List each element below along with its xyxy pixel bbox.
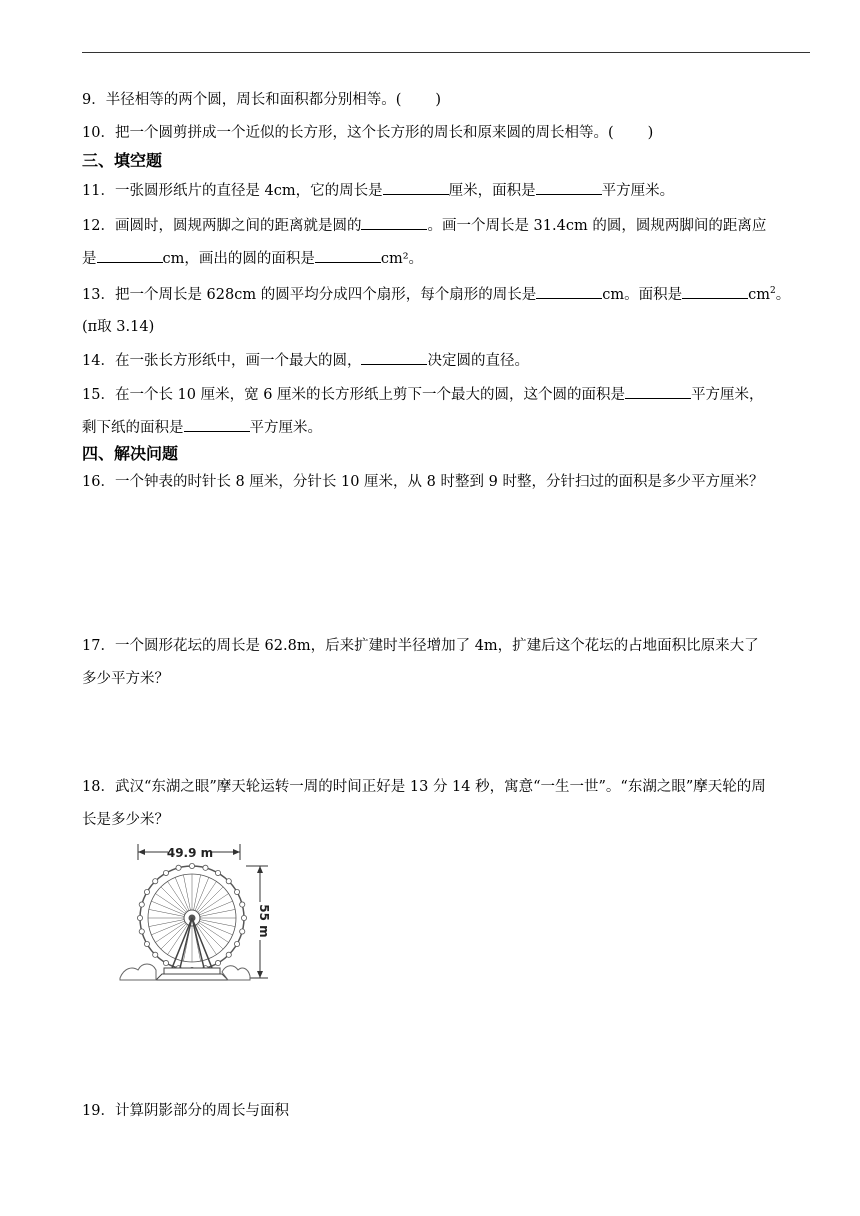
question-9: 9．半径相等的两个圆，周长和面积都分别相等。( ) <box>82 92 442 108</box>
wheel-cabin <box>144 941 149 946</box>
answer-blank[interactable] <box>625 384 691 399</box>
wheel-cabin <box>240 929 245 934</box>
wheel-spoke <box>194 875 201 910</box>
answer-blank[interactable] <box>536 284 602 299</box>
question-16: 16．一个钟表的时针长 8 厘米，分针长 10 厘米，从 8 时整到 9 时整，分针扫过的面积是多少平方厘米？ <box>82 474 764 490</box>
wheel-spoke <box>199 901 232 915</box>
wheel-cabin <box>139 902 144 907</box>
question-14: 14．在一张长方形纸中，画一个最大的圆， 决定圆的直径。 <box>82 350 529 371</box>
question-17-line-2: 多少平方米？ <box>82 671 169 687</box>
wheel-cabin <box>226 952 231 957</box>
section-heading-fill-blank: 三、填空题 <box>82 151 163 170</box>
wheel-spoke <box>195 877 209 910</box>
ferris-wheel-figure <box>110 840 290 985</box>
wheel-spoke <box>175 877 189 910</box>
section-heading-problems: 四、解决问题 <box>82 444 179 463</box>
wheel-cabin <box>215 870 220 875</box>
wheel-cabin <box>203 865 208 870</box>
answer-blank[interactable] <box>361 215 427 230</box>
question-18-line-2: 长是多少米？ <box>82 812 169 828</box>
wheel-spoke <box>200 920 235 927</box>
wheel-cabin <box>234 941 239 946</box>
question-17-line-1: 17．一个圆形花坛的周长是 62.8m，后来扩建时半径增加了 4m，扩建后这个花坛的占地面积比原来大了 <box>82 638 759 654</box>
wheel-cabin <box>241 915 246 920</box>
question-19: 19．计算阴影部分的周长与面积 <box>82 1103 289 1119</box>
answer-blank[interactable] <box>536 180 602 195</box>
wheel-cabin <box>176 865 181 870</box>
wheel-cabin <box>189 863 194 868</box>
wheel-cabin <box>226 879 231 884</box>
question-11: 11．一张圆形纸片的直径是 4cm，它的周长是 厘米，面积是 平方厘米。 <box>82 180 674 201</box>
wheel-cabin <box>163 870 168 875</box>
header-rule <box>82 52 810 53</box>
question-18-line-1: 18．武汉“东湖之眼”摩天轮运转一周的时间正好是 13 分 14 秒，寓意“一生一世”。“东湖之眼”摩天轮的周 <box>82 779 766 795</box>
wheel-cabin <box>163 960 168 965</box>
answer-blank[interactable] <box>383 180 449 195</box>
wheel-spoke <box>149 920 184 927</box>
question-12-line-2: 是 cm，画出的圆的面积是 cm²。 <box>82 248 423 269</box>
wheel-cabin <box>240 902 245 907</box>
wheel-spoke <box>199 921 232 935</box>
wheel-cabin <box>144 889 149 894</box>
height-label: 55 m <box>257 904 271 938</box>
answer-blank[interactable] <box>682 284 748 299</box>
wheel-cabin <box>139 929 144 934</box>
wheel-spoke <box>200 909 235 916</box>
question-10: 10．把一个圆剪拼成一个近似的长方形，这个长方形的周长和原来圆的周长相等。( ) <box>82 125 654 141</box>
answer-blank[interactable] <box>315 248 381 263</box>
question-13-line-1: 13．把一个周长是 628cm 的圆平均分成四个扇形，每个扇形的周长是 cm。面积是 $cm^2$。 <box>82 284 790 305</box>
wheel-spoke <box>183 875 190 910</box>
wheel-cabin <box>153 879 158 884</box>
wheel-cabin <box>215 960 220 965</box>
width-label: 49.9 m <box>166 846 214 860</box>
wheel-spoke <box>149 909 184 916</box>
question-12-line-1: 12．画圆时，圆规两脚之间的距离就是圆的 。画一个周长是 31.4cm 的圆，圆规两脚间的距离应 <box>82 215 766 236</box>
wheel-spoke <box>151 901 184 915</box>
question-13-line-2: (π取 3.14) <box>82 319 155 335</box>
wheel-spoke <box>151 921 184 935</box>
answer-blank[interactable] <box>184 417 250 432</box>
wheel-cabin <box>153 952 158 957</box>
question-15-line-1: 15．在一个长 10 厘米，宽 6 厘米的长方形纸上剪下一个最大的圆，这个圆的面积是 平方厘米， <box>82 384 764 405</box>
answer-blank[interactable] <box>97 248 163 263</box>
answer-blank[interactable] <box>361 350 427 365</box>
question-15-line-2: 剩下纸的面积是 平方厘米。 <box>82 417 322 438</box>
wheel-cabin <box>234 889 239 894</box>
wheel-cabin <box>137 915 142 920</box>
